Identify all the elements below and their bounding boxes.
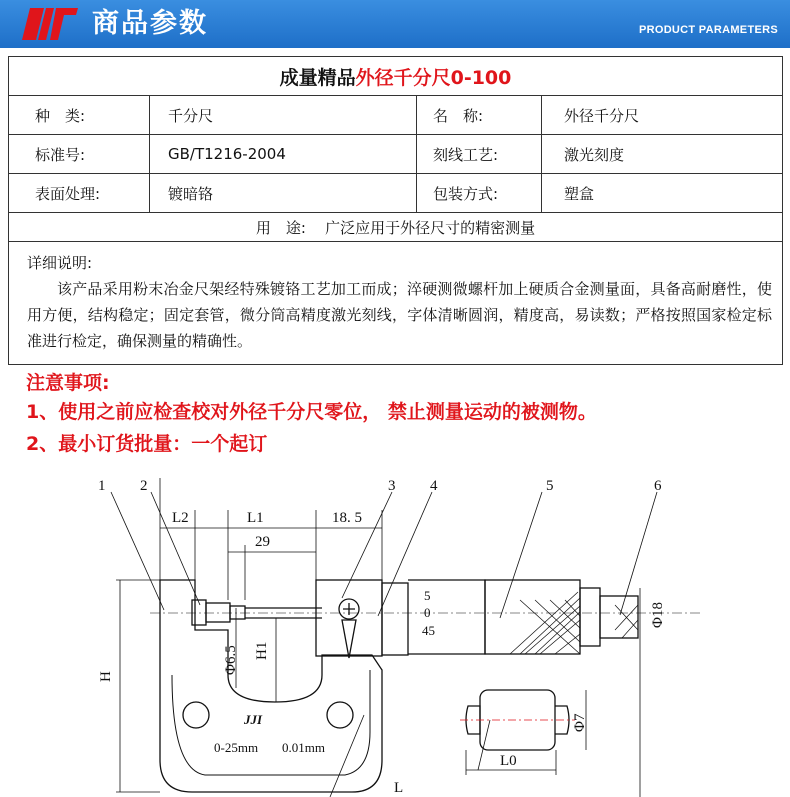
callout-label: 2 — [140, 478, 148, 494]
brand-logo-icon — [20, 6, 80, 42]
frame-logo-text: JJI — [244, 712, 263, 727]
param-label: 种 类: — [9, 96, 150, 135]
note-item: 2、最小订货批量：一个起订 — [26, 433, 268, 455]
dim-29: 29 — [255, 534, 270, 550]
product-title — [9, 57, 783, 96]
usage-row — [9, 213, 783, 242]
scale-mark: 5 — [424, 588, 431, 603]
detail-heading: 详细说明: — [27, 254, 93, 272]
product-title-name: 外径千分尺0-100 — [355, 66, 512, 89]
dim-phi6-5: Φ6.5 — [223, 645, 239, 675]
usage-cell — [9, 213, 783, 242]
product-title-row — [9, 57, 783, 96]
callout-label: 1 — [98, 478, 106, 494]
usage-label: 用 途: — [255, 218, 306, 237]
detail-row — [9, 242, 783, 365]
scale-mark: 0 — [424, 605, 431, 620]
param-label: 包装方式: — [417, 174, 542, 213]
dim-h: H — [98, 671, 114, 682]
dim-phi18: Φ18 — [650, 602, 666, 628]
header-banner — [0, 0, 790, 48]
detail-body: 该产品采用粉末冶金尺架经特殊镀铬工艺加工而成；淬硬测微螺杆加上硬质合金测量面，具备高耐磨性，使用方便，结构稳定；固定套管，微分筒高精度激光刻线，字体清晰圆润，精度高，易读数；严格按照国家检定标准进行检定，确保测量的精确性。 — [27, 280, 772, 350]
dim-l2: L2 — [172, 510, 189, 526]
dim-18-5: 18. 5 — [332, 510, 362, 526]
scale-mark: 45 — [422, 623, 435, 638]
dim-h1: H1 — [254, 641, 270, 660]
note-item: 1、使用之前应检查校对外径千分尺零位， 禁止测量运动的被测物。 — [26, 401, 597, 423]
param-row — [9, 135, 783, 174]
param-label: 名 称: — [417, 96, 542, 135]
usage-value: 广泛应用于外径尺寸的精密测量 — [325, 218, 536, 237]
callout-label: 4 — [430, 478, 438, 494]
param-value: 外径千分尺 — [542, 96, 783, 135]
param-label: 刻线工艺: — [417, 135, 542, 174]
dim-l0: L0 — [500, 753, 517, 769]
detail-cell — [9, 242, 783, 365]
notes-section — [26, 370, 597, 460]
header-subtitle: PRODUCT PARAMETERS — [638, 24, 778, 36]
param-value: GB/T1216-2004 — [150, 135, 417, 174]
param-row — [9, 174, 783, 213]
product-title-prefix: 成量精品 — [279, 66, 356, 89]
param-label: 表面处理: — [9, 174, 150, 213]
micrometer-drawing — [0, 470, 790, 797]
param-row — [9, 96, 783, 135]
dim-l: L — [394, 780, 404, 796]
header-title: 商品参数 — [92, 8, 208, 39]
param-value: 千分尺 — [150, 96, 417, 135]
notes-heading: 注意事项: — [26, 372, 110, 394]
param-label: 标准号: — [9, 135, 150, 174]
dim-l1: L1 — [247, 510, 264, 526]
param-value: 激光刻度 — [542, 135, 783, 174]
param-value: 镀暗铬 — [150, 174, 417, 213]
dim-phi7: Φ7 — [572, 713, 588, 732]
frame-resolution-label: 0.01mm — [282, 740, 325, 755]
callout-label: 5 — [546, 478, 554, 494]
frame-range-label: 0-25mm — [214, 740, 259, 755]
callout-label: 3 — [388, 478, 396, 494]
callout-label: 6 — [654, 478, 662, 494]
parameters-table — [8, 56, 783, 365]
param-value: 塑盒 — [542, 174, 783, 213]
